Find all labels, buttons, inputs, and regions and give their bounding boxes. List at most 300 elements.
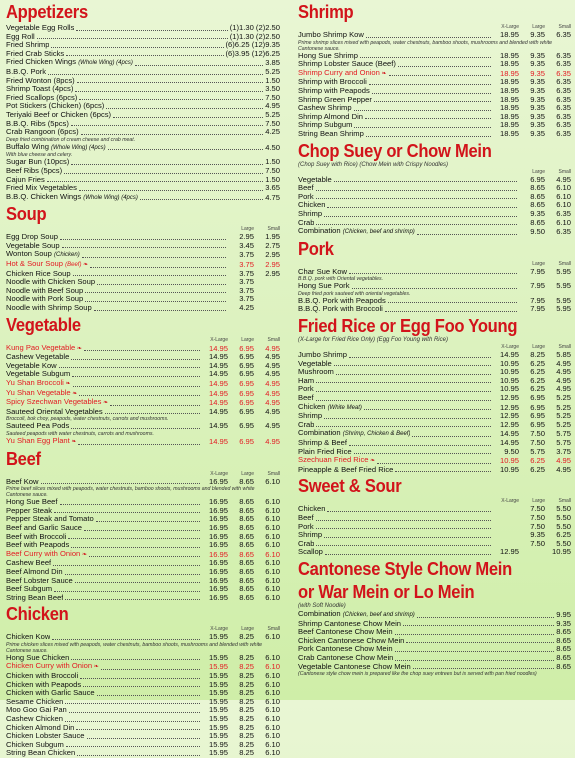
section-subtitle: (X-Large for Fried Rice Only) (Egg Foo Young with Rice) <box>298 337 448 344</box>
menu-item[interactable] <box>4 422 280 431</box>
size-header: Small <box>558 498 571 505</box>
item-name <box>4 242 60 251</box>
item-name-text: Chicken Kow <box>6 633 51 642</box>
item-name-text: Ham <box>298 376 315 385</box>
menu-item[interactable] <box>4 706 280 715</box>
item-name-text: Cashew Beef <box>6 559 52 568</box>
size-header: Small <box>267 226 280 233</box>
size-header: Small <box>558 168 571 175</box>
item-name-text: Pepper Steak <box>6 506 53 515</box>
item-name <box>4 270 71 279</box>
menu-item[interactable] <box>4 749 280 758</box>
item-name-text: Vegetable <box>298 359 332 368</box>
item-price-xl: 10.95 <box>499 358 519 368</box>
leader-dots <box>65 703 200 704</box>
leader-dots <box>406 642 554 643</box>
menu-item[interactable] <box>4 654 280 663</box>
leader-dots <box>327 511 491 512</box>
menu-item[interactable] <box>296 268 571 277</box>
item-price-large: 8.65 <box>530 200 545 210</box>
menu-item[interactable] <box>296 282 571 291</box>
item-name-text: Beef Almond Din <box>6 567 63 576</box>
menu-item[interactable] <box>4 68 280 77</box>
leader-dots <box>65 721 200 722</box>
item-price-small: 5.95 <box>556 304 571 314</box>
item-price-large: 9.35 <box>530 103 545 113</box>
item-name-text: Crab <box>298 539 315 548</box>
item-price-xl: 14.95 <box>208 436 228 446</box>
item-name-text: Mushroom <box>298 368 334 377</box>
menu-item[interactable] <box>4 50 280 59</box>
menu-item[interactable] <box>296 227 571 237</box>
item-description: Prime chicken slices mixed with peapods, water chestnuts, bamboo shoots, mushrooms and blended with white Cantonese sauce. <box>6 641 263 654</box>
item-description: Prime shrimp slices mixed with peapods, water chestnuts, bamboo shoots, mushrooms and blended with white Cantonese sauce. <box>298 39 553 52</box>
item-name-text: Beef with Peapods <box>6 541 70 550</box>
item-name-text: Hong Sue Shrimp <box>298 51 358 60</box>
menu-item[interactable] <box>4 389 280 399</box>
item-name-text: Fried Crab Sticks <box>6 49 65 58</box>
item-price-small: 6.10 <box>265 566 280 576</box>
item-name-text: Hong Sue Pork <box>298 282 350 291</box>
leader-dots <box>334 181 517 182</box>
item-note: (Whole Wing) (4pcs) <box>78 60 133 67</box>
item-price-xl: 14.95 <box>208 352 228 362</box>
item-name <box>4 498 58 507</box>
item-name-text: Combination <box>298 609 341 618</box>
size-header: Large <box>532 260 545 267</box>
item-price-xl: 15.95 <box>208 688 228 698</box>
item-price: 3.85 <box>265 58 280 68</box>
leader-dots <box>377 463 491 464</box>
item-price-large: 7.95 <box>530 304 545 314</box>
item-price-large: 6.95 <box>239 369 254 379</box>
menu-item[interactable] <box>4 85 280 94</box>
item-price-large: 8.25 <box>239 714 254 724</box>
menu-item[interactable] <box>4 304 280 313</box>
leader-dots <box>316 426 491 427</box>
item-price-large: 3.45 <box>239 240 254 250</box>
menu-item[interactable] <box>4 242 280 251</box>
pepper-icon: ❧ <box>368 458 376 465</box>
item-name <box>296 31 364 40</box>
item-name <box>296 663 411 672</box>
leader-dots <box>372 93 491 94</box>
item-name-text: Vegetable <box>298 175 332 184</box>
menu-item[interactable] <box>296 394 571 403</box>
menu-item[interactable] <box>4 741 280 750</box>
item-name-text: Vegetable Soup <box>6 241 60 250</box>
size-header: X-Large <box>210 626 228 633</box>
menu-item[interactable] <box>296 637 571 646</box>
item-price-small: 6.35 <box>556 59 571 69</box>
menu-item[interactable] <box>4 724 280 733</box>
menu-column-right <box>296 0 571 677</box>
item-price: 4.25 <box>265 127 280 137</box>
menu-item[interactable] <box>296 60 571 69</box>
leader-dots <box>316 520 491 521</box>
item-price-small: 6.10 <box>265 549 280 559</box>
leader-dots <box>106 108 263 109</box>
leader-dots <box>385 311 517 312</box>
item-price-large: 9.35 <box>530 120 545 130</box>
menu-item[interactable] <box>4 370 280 379</box>
item-name-text: Crab <box>298 420 315 429</box>
item-name <box>4 33 35 42</box>
item-name <box>4 353 69 362</box>
item-price-large: 8.25 <box>239 688 254 698</box>
item-price-small: 6.10 <box>265 540 280 550</box>
leader-dots <box>68 538 200 539</box>
item-name-text: Sugar Bun (10pcs) <box>6 158 70 167</box>
leader-dots <box>336 374 491 375</box>
leader-dots <box>316 198 517 199</box>
menu-item[interactable] <box>4 250 280 260</box>
menu-item[interactable] <box>4 94 280 103</box>
item-name <box>4 437 76 447</box>
item-name-text: Teriyaki Beef or Chicken (6pcs) <box>6 110 112 119</box>
menu-item[interactable] <box>4 167 280 176</box>
menu-item[interactable] <box>4 478 280 487</box>
leader-dots <box>334 365 491 366</box>
menu-item[interactable] <box>4 58 280 68</box>
item-name <box>296 78 367 87</box>
item-price-large: 8.65 <box>239 566 254 576</box>
item-price-xl: 18.95 <box>499 68 519 78</box>
menu-item[interactable] <box>4 715 280 724</box>
item-name <box>4 287 83 296</box>
item-name-text: Cashew Shrimp <box>298 104 352 113</box>
menu-item[interactable] <box>296 305 571 314</box>
item-price-xl: 14.95 <box>499 429 519 439</box>
menu-item[interactable] <box>4 594 280 603</box>
item-price-xl: 14.95 <box>208 421 228 431</box>
menu-item[interactable] <box>296 448 571 457</box>
menu-item[interactable] <box>296 466 571 475</box>
section-sweetsour <box>296 476 571 557</box>
item-name <box>4 732 85 741</box>
item-name-text: Shrimp Lobster Sauce (Beef) <box>298 60 396 69</box>
leader-dots <box>395 651 555 652</box>
item-price-xl: 15.95 <box>208 739 228 749</box>
item-name <box>296 403 362 413</box>
item-name-text: Buffalo Wing <box>6 142 49 151</box>
item-description: Deep fried combination of cream cheese and crab meat. <box>6 136 136 143</box>
item-price-small: 6.10 <box>265 558 280 568</box>
item-price-large: 8.25 <box>239 705 254 715</box>
item-name-text: Kung Pao Vegetable <box>6 343 76 352</box>
item-price-small: 6.10 <box>265 497 280 507</box>
item-price-large: 8.65 <box>239 531 254 541</box>
leader-dots <box>316 190 517 191</box>
item-price-xl: 16.95 <box>208 497 228 507</box>
leader-dots <box>352 288 518 289</box>
leader-dots <box>94 310 226 311</box>
section-cantonese <box>296 559 571 677</box>
item-price: 1.50 <box>265 75 280 85</box>
item-price-small: 5.50 <box>556 512 571 522</box>
item-name-text: Combination <box>298 429 341 438</box>
menu-item[interactable] <box>296 620 571 629</box>
item-price-large: 9.35 <box>530 77 545 87</box>
item-price-large: 6.95 <box>530 393 545 403</box>
menu-item[interactable] <box>296 645 571 654</box>
leader-dots <box>72 376 200 377</box>
item-price-small: 4.95 <box>265 352 280 362</box>
menu-item[interactable] <box>296 219 571 228</box>
item-name-text: Beef <box>298 513 314 522</box>
menu-item[interactable] <box>4 379 280 389</box>
item-price-large: 9.35 <box>530 111 545 121</box>
item-name-text: Chicken Cantonese Chow Mein <box>298 636 405 645</box>
leader-dots <box>85 292 226 293</box>
item-name-text: Noodle with Shrimp Soup <box>6 304 92 313</box>
item-price-xl: 14.95 <box>208 388 228 398</box>
item-name-text: Beef <box>298 394 314 403</box>
section-title: Shrimp <box>298 2 354 22</box>
menu-item[interactable] <box>4 698 280 707</box>
item-name <box>4 568 63 577</box>
section-beef <box>4 449 280 603</box>
item-price-xl: 10.95 <box>499 464 519 474</box>
item-price-xl: 15.95 <box>208 662 228 672</box>
leader-dots <box>395 634 555 635</box>
menu-item[interactable] <box>296 130 571 139</box>
menu-item[interactable] <box>296 548 571 557</box>
size-header: Small <box>558 24 571 30</box>
item-name <box>4 77 75 86</box>
item-price-large: 9.35 <box>530 128 545 138</box>
item-price-xl: 16.95 <box>208 592 228 602</box>
leader-dots <box>388 302 517 303</box>
menu-item[interactable] <box>296 628 571 637</box>
item-price-small: 5.95 <box>556 266 571 276</box>
size-header: X-Large <box>210 470 228 477</box>
item-price-large: 6.95 <box>239 360 254 370</box>
menu-item[interactable] <box>4 732 280 741</box>
leader-dots <box>324 537 491 538</box>
item-name <box>296 548 323 557</box>
item-price-large: 8.25 <box>239 662 254 672</box>
item-name-text: Sauteed Oriental Vegetables <box>6 407 103 416</box>
item-price: 8.65 <box>556 661 571 671</box>
item-price: (1)1.30 (2)2.50 <box>229 23 280 32</box>
leader-dots <box>77 755 200 756</box>
leader-dots <box>96 521 200 522</box>
item-description: Broccoli, bok choy, peapods, water chestnuts, carrots and mushrooms. <box>6 416 169 423</box>
item-price-small: 4.95 <box>265 388 280 398</box>
menu-item[interactable] <box>296 663 571 672</box>
item-name <box>296 121 352 130</box>
item-price-large: 8.25 <box>239 731 254 741</box>
item-price-xl: 18.95 <box>499 94 519 104</box>
section-title: Pork <box>298 238 334 259</box>
item-price-large: 8.65 <box>239 476 254 486</box>
item-price-large: 4.25 <box>239 303 254 313</box>
item-price-small: 5.85 <box>556 350 571 360</box>
item-price-xl: 18.95 <box>499 30 519 39</box>
item-price-xl: 12.95 <box>499 393 519 403</box>
menu-item[interactable] <box>296 421 571 430</box>
item-price-xl: 15.95 <box>208 632 228 642</box>
item-price-small: 6.35 <box>556 120 571 130</box>
item-name <box>296 620 401 629</box>
item-price-large: 7.50 <box>530 438 545 447</box>
section-chicken <box>4 604 280 758</box>
item-price-large: 6.95 <box>239 421 254 431</box>
item-price-xl: 12.95 <box>499 419 519 429</box>
item-name <box>296 176 332 185</box>
item-price-small: 5.25 <box>556 393 571 403</box>
item-price-xl: 16.95 <box>208 584 228 594</box>
menu-item[interactable] <box>4 77 280 86</box>
item-price-large: 6.25 <box>530 367 545 377</box>
menu-item[interactable] <box>4 193 280 203</box>
item-price-large: 6.95 <box>239 343 254 353</box>
item-name <box>4 741 64 750</box>
item-price-small: 4.95 <box>556 367 571 377</box>
item-name <box>4 24 74 33</box>
item-price-xl: 9.50 <box>504 446 519 456</box>
item-price: 7.50 <box>265 92 280 102</box>
leader-dots <box>360 57 491 58</box>
item-name <box>4 533 66 542</box>
leader-dots <box>324 216 517 217</box>
item-name <box>4 193 138 203</box>
item-note: (Beef) <box>65 262 82 269</box>
item-name-text: Fried Chicken Wings <box>6 58 77 67</box>
pepper-icon: ❧ <box>92 664 99 671</box>
section-subtitle: (Chop Suey with Rice) (Chow Mein with Crispy Noodles) <box>298 161 449 168</box>
item-price-small: 6.10 <box>265 705 280 715</box>
item-price-xl: 15.95 <box>208 671 228 681</box>
leader-dots <box>76 30 227 31</box>
item-price-small: 6.10 <box>265 575 280 585</box>
item-name-text: Beef Curry with Onion <box>6 549 81 558</box>
item-name <box>296 394 314 403</box>
item-name-text: Vegetable Cantonese Chow Mein <box>298 662 411 671</box>
item-name <box>296 201 325 210</box>
item-price-xl: 15.95 <box>208 696 228 706</box>
menu-item[interactable] <box>4 408 280 417</box>
item-price-large: 9.35 <box>530 68 545 78</box>
item-price: 3.50 <box>265 84 280 94</box>
leader-dots <box>80 678 200 679</box>
item-name-text: Fried Wonton (8pcs) <box>6 76 75 85</box>
item-name-text: Noodle with Beef Soup <box>6 286 84 295</box>
menu-item[interactable] <box>296 31 571 40</box>
item-name-text: Fried Shrimp <box>6 41 50 50</box>
menu-item[interactable] <box>4 158 280 167</box>
item-price-large: 8.65 <box>239 514 254 524</box>
item-name-text: Combination <box>298 227 341 236</box>
item-name-text: Yu Shan Broccoli <box>6 379 64 387</box>
item-price: 1.50 <box>265 174 280 184</box>
item-name <box>4 143 106 153</box>
item-price-small: 6.35 <box>556 94 571 104</box>
leader-dots <box>71 164 263 165</box>
item-price-xl: 10.95 <box>499 375 519 385</box>
pepper-icon: ❧ <box>379 70 387 77</box>
item-name-text: Beef Ribs (5pcs) <box>6 166 63 175</box>
menu-item[interactable] <box>4 633 280 642</box>
item-price-large: 6.95 <box>239 436 254 446</box>
item-price-large: 8.65 <box>239 549 254 559</box>
item-price-small: 5.75 <box>556 438 571 447</box>
menu-item[interactable] <box>4 143 280 153</box>
item-price-large: 8.25 <box>239 652 254 662</box>
item-price-large: 8.25 <box>239 696 254 706</box>
menu-item[interactable] <box>4 102 280 111</box>
item-price-small: 4.95 <box>265 406 280 416</box>
item-price: (1)1.30 (2)2.50 <box>229 31 280 41</box>
size-header: Large <box>532 498 545 505</box>
leader-dots <box>48 74 263 75</box>
item-note: (White Meat) <box>327 404 362 411</box>
item-price-small: 6.35 <box>556 128 571 138</box>
item-price-large: 6.25 <box>530 358 545 368</box>
item-name-text: Vegetable Kow <box>6 361 57 370</box>
item-name-text: Jumbo Shrimp <box>298 351 347 360</box>
leader-dots <box>395 660 554 661</box>
item-name-text: Sauteed Pea Pods <box>6 422 70 431</box>
item-price-small: 6.10 <box>265 731 280 741</box>
item-price-xl: 15.95 <box>208 714 228 724</box>
item-name-text: B.B.Q. Ribs (5pcs) <box>6 119 69 128</box>
item-price-small: 6.35 <box>556 50 571 60</box>
item-price-xl: 14.95 <box>208 369 228 379</box>
leader-dots <box>135 65 263 66</box>
item-price-xl: 14.95 <box>499 438 519 447</box>
item-price-large: 6.95 <box>530 411 545 421</box>
menu-item[interactable] <box>4 111 280 120</box>
item-name <box>4 715 63 724</box>
item-price: (6)3.95 (12)6.25 <box>225 48 280 58</box>
item-name-text: Yu Shan Vegetable <box>6 388 71 397</box>
menu-item[interactable] <box>4 184 280 193</box>
menu-item[interactable] <box>296 654 571 663</box>
item-name <box>4 184 77 193</box>
item-name <box>296 104 352 113</box>
item-name <box>296 421 314 430</box>
item-price-large: 8.65 <box>239 584 254 594</box>
item-name-text: Szechuan Fried Rice <box>298 456 369 465</box>
leader-dots <box>53 565 200 566</box>
item-name-text: Chicken Subgum <box>6 740 64 749</box>
leader-dots <box>69 712 200 713</box>
leader-dots <box>51 47 223 48</box>
item-price-large: 9.35 <box>530 50 545 60</box>
item-price-small: 6.10 <box>265 584 280 594</box>
item-name-text: Noodle with Pork Soup <box>6 295 84 304</box>
menu-item[interactable] <box>296 540 571 549</box>
item-price-large: 7.95 <box>530 266 545 276</box>
item-price-small: 6.35 <box>556 227 571 237</box>
menu-item[interactable] <box>4 437 280 447</box>
item-price-large: 8.25 <box>239 739 254 749</box>
item-price-small: 4.95 <box>556 464 571 474</box>
item-name <box>296 69 387 79</box>
menu-item[interactable] <box>4 176 280 185</box>
item-price-small: 6.35 <box>556 85 571 95</box>
menu-item[interactable] <box>4 120 280 129</box>
item-name-text: Vegetable Egg Rolls <box>6 24 75 32</box>
menu-item[interactable] <box>4 128 280 137</box>
item-name <box>4 654 69 663</box>
menu-item[interactable] <box>4 541 280 550</box>
item-price-large: 7.95 <box>530 281 545 291</box>
item-price-large: 9.35 <box>530 94 545 104</box>
menu-item[interactable] <box>296 610 571 620</box>
